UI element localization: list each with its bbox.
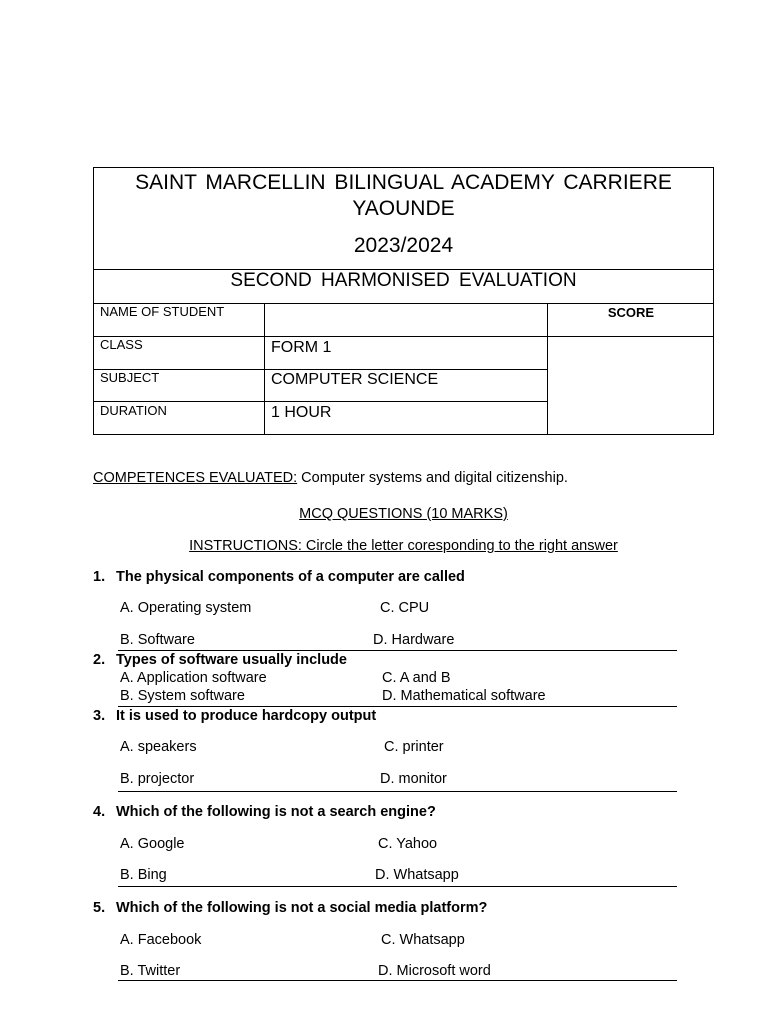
competences-text: Computer systems and digital citizenship. (297, 470, 568, 486)
option-a[interactable]: A. Operating system (120, 600, 252, 616)
name-label: NAME OF STUDENT (100, 304, 225, 319)
option-b[interactable]: B. Software (120, 632, 195, 648)
question-5 (93, 899, 487, 917)
option-b[interactable]: B. projector (120, 771, 195, 787)
option-c[interactable]: C. Whatsapp (381, 932, 465, 948)
option-a[interactable]: A. speakers (120, 739, 197, 755)
subject-value: COMPUTER SCIENCE (271, 371, 439, 388)
question-2 (93, 651, 347, 669)
question-4 (93, 803, 436, 821)
question-number: 2. (93, 652, 106, 668)
competences-label: COMPETENCES EVALUATED: (93, 470, 298, 486)
option-b[interactable]: B. Twitter (120, 963, 181, 979)
school-name-line1: SAINT MARCELLIN BILINGUAL ACADEMY CARRIERE (135, 171, 672, 194)
score-label: SCORE (607, 305, 655, 320)
divider (547, 303, 548, 434)
option-c[interactable]: C. printer (384, 739, 444, 755)
header-table (93, 167, 714, 435)
duration-value: 1 HOUR (271, 404, 332, 421)
competences (93, 469, 568, 487)
question-text: It is used to produce hardcopy output (116, 708, 377, 724)
subject-label: SUBJECT (100, 370, 160, 385)
separator (118, 980, 677, 981)
separator (118, 791, 677, 792)
mcq-title: MCQ QUESTIONS (10 MARKS) (299, 506, 508, 522)
class-value: FORM 1 (271, 339, 332, 356)
option-a[interactable]: A. Application software (120, 670, 267, 686)
divider (264, 303, 265, 434)
question-3 (93, 707, 376, 725)
question-1 (93, 568, 465, 586)
option-b[interactable]: B. System software (120, 688, 245, 704)
option-c[interactable]: C. A and B (382, 670, 451, 686)
option-d[interactable]: D. monitor (380, 771, 447, 787)
option-c[interactable]: C. Yahoo (378, 836, 438, 852)
question-text: Types of software usually include (116, 652, 347, 668)
evaluation-title: SECOND HARMONISED EVALUATION (230, 270, 577, 291)
question-text: Which of the following is not a social media platform? (116, 900, 488, 916)
option-a[interactable]: A. Google (120, 836, 185, 852)
option-d[interactable]: D. Hardware (373, 632, 455, 648)
question-text: The physical components of a computer are called (116, 569, 465, 585)
instructions: INSTRUCTIONS: Circle the letter coresponding to the right answer (189, 538, 618, 554)
divider (94, 336, 713, 337)
divider (94, 401, 547, 402)
class-label: CLASS (100, 337, 143, 352)
question-number: 3. (93, 708, 106, 724)
school-name (94, 170, 713, 222)
option-c[interactable]: C. CPU (380, 600, 430, 616)
option-a[interactable]: A. Facebook (120, 932, 202, 948)
duration-label: DURATION (100, 403, 167, 418)
separator (118, 886, 677, 887)
question-text: Which of the following is not a search engine? (116, 804, 436, 820)
question-number: 4. (93, 804, 106, 820)
option-d[interactable]: D. Microsoft word (378, 963, 491, 979)
question-number: 1. (93, 569, 106, 585)
option-b[interactable]: B. Bing (120, 867, 167, 883)
school-name-line2: YAOUNDE (352, 197, 455, 220)
question-number: 5. (93, 900, 106, 916)
option-d[interactable]: D. Whatsapp (375, 867, 459, 883)
academic-year: 2023/2024 (353, 234, 454, 257)
option-d[interactable]: D. Mathematical software (382, 688, 546, 704)
